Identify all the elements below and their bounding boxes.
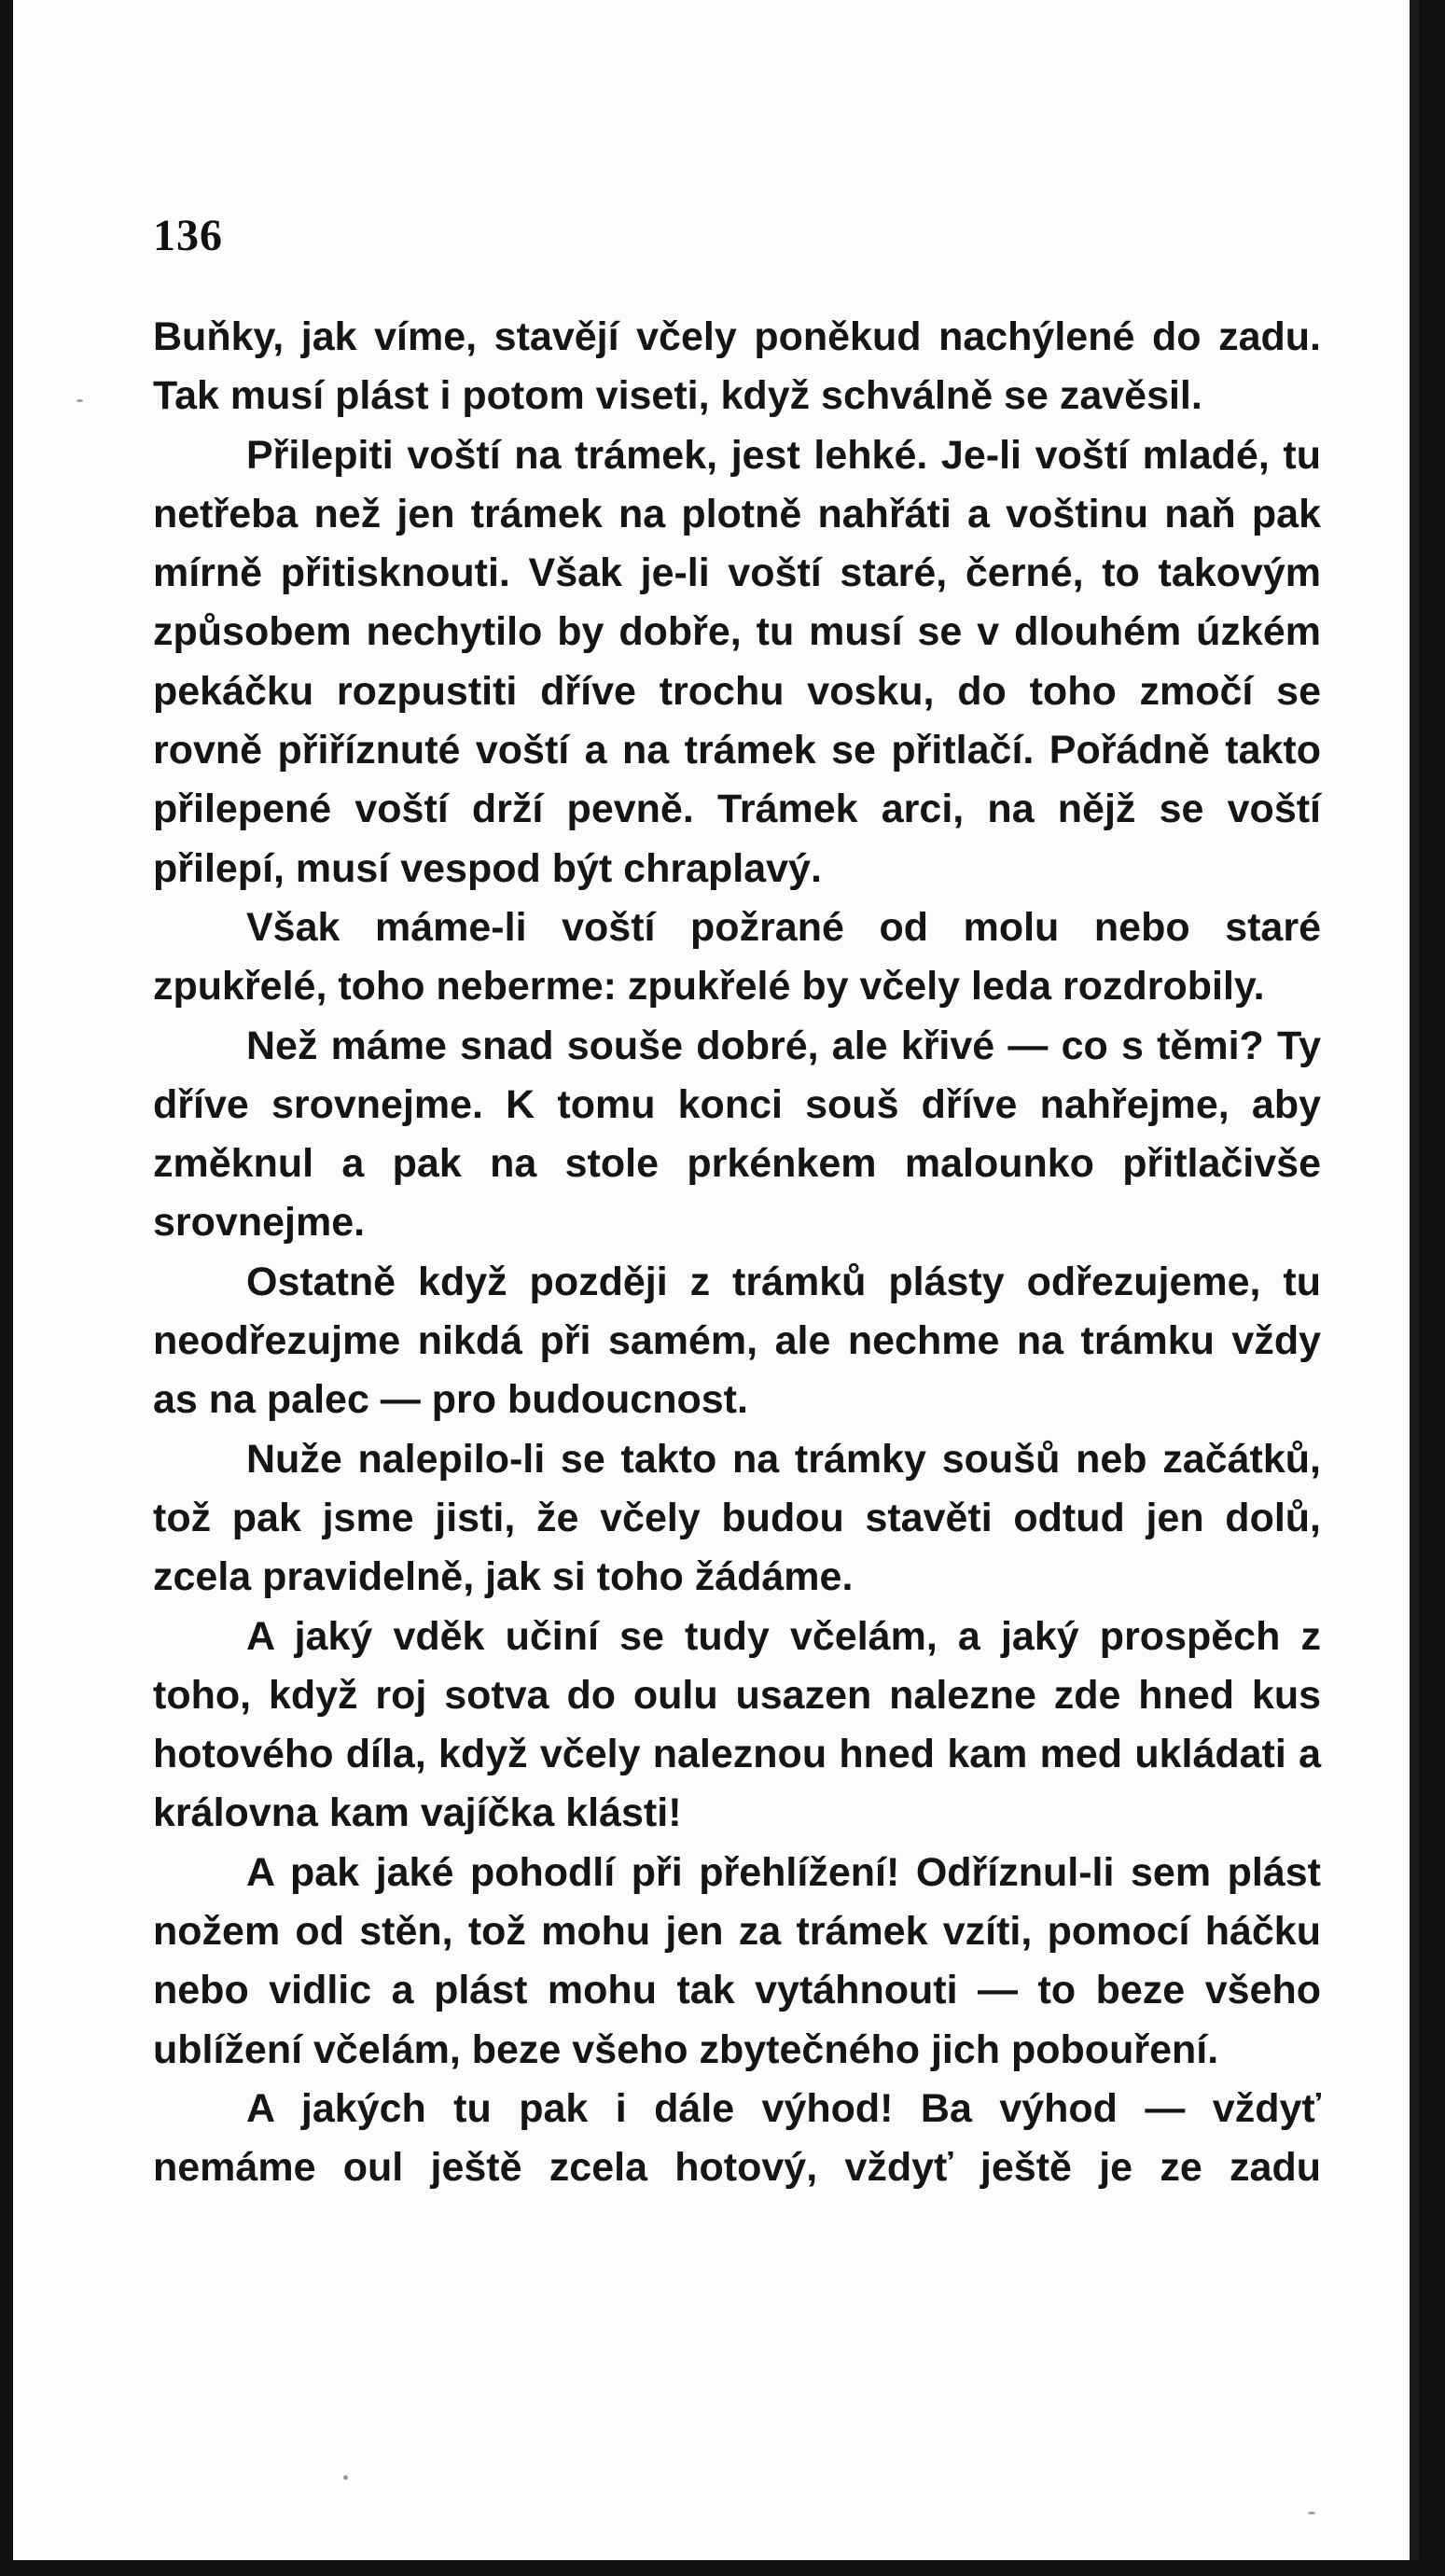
paragraph-5: Ostatně když později z trámků plásty odřezujeme, tu neodřezujme nikdá při samém, ale nechme na trámku vždy as na palec — pro budoucnost. <box>153 1259 1321 1423</box>
ink-speck <box>1308 2512 1315 2514</box>
paragraph-2: Přilepiti voští na trámek, jest lehké. Je-li voští mladé, tu netřeba než jen trámek na plotně nahřáti a voštinu naň pak mírně přitisknouti. Však je-li voští staré, černé, to takovým způsobem nechytilo by dobře, tu musí se v dlouhém úzkém pekáčku rozpustiti dříve trochu vosku, do toho zmočí se rovně přiříznuté voští a na trámek se přitlačí. Pořádně takto přilepené voští drží pevně. Trámek arci, na nějž se voští přilepí, musí vespod být chraplavý. <box>153 432 1321 891</box>
paragraph-4: Než máme snad souše dobré, ale křivé — co s těmi? Ty dříve srovnejme. K tomu konci souš dříve nahřejme, aby změknul a pak na stole prkénkem malounko přitlačivše srovnejme. <box>153 1023 1321 1246</box>
ink-speck <box>76 399 83 402</box>
ink-speck <box>343 2475 348 2480</box>
paragraph-7: A jaký vděk učiní se tudy včelám, a jaký prospěch z toho, když roj sotva do oulu usazen nalezne zde hned kus hotového díla, když včely naleznou hned kam med ukládati a královna kam vajíčka klásti! <box>153 1613 1321 1836</box>
paragraph-6: Nuže nalepilo-li se takto na trámky soušů neb začátků, tož pak jsme jisti, že včely budou stavěti odtud jen dolů, zcela pravidelně, jak si toho žádáme. <box>153 1436 1321 1600</box>
paragraph-8: A pak jaké pohodlí při přehlížení! Odříznul-li sem plást nožem od stěn, tož mohu jen za trámek vzíti, pomocí háčku nebo vidlic a plást mohu tak vytáhnouti — to beze všeho ublížení včelám, beze všeho zbytečného jich pobouření. <box>153 1849 1321 2072</box>
paragraph-3: Však máme-li voští požrané od molu nebo staré zpukřelé, toho neberme: zpukřelé by včely leda rozdrobily. <box>153 904 1321 1010</box>
paragraph-1: Buňky, jak víme, stavějí včely poněkud nachýlené do zadu. Tak musí plást i potom viseti, když schválně se zavěsil. <box>153 314 1321 419</box>
paragraph-9: A jakých tu pak i dále výhod! Ba výhod — vždyť nemáme oul ještě zcela hotový, vždyť ještě je ze zadu <box>153 2085 1321 2191</box>
book-page <box>13 0 1419 2560</box>
body-text <box>153 308 1321 2198</box>
page-number: 136 <box>153 211 223 260</box>
